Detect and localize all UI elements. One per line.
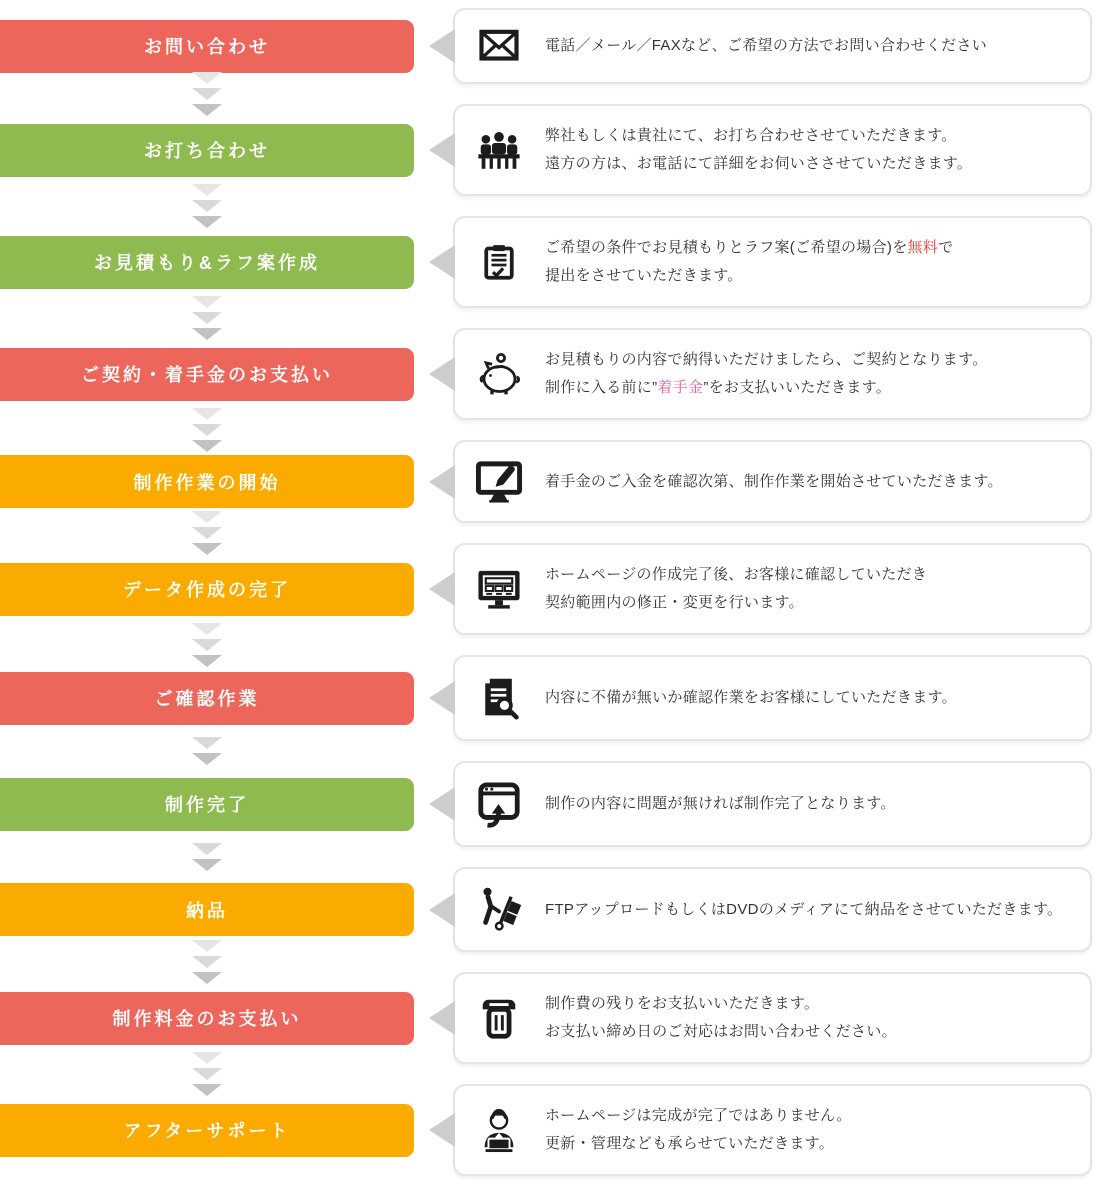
down-arrow-icon <box>192 440 222 452</box>
speech-bubble-tail-icon <box>429 681 455 715</box>
step-label: ご確認作業 <box>154 689 260 709</box>
step-description <box>545 122 972 178</box>
down-arrow-icon <box>192 184 222 196</box>
speech-bubble-tail-icon <box>429 29 455 63</box>
piggy-bank-icon <box>471 350 527 398</box>
down-arrow-icon <box>192 1068 222 1080</box>
workflow-step-contract <box>0 328 1092 420</box>
description-line: 制作の内容に問題が無ければ制作完了となります。 <box>545 795 896 812</box>
flow-down-arrows <box>0 196 1092 216</box>
chevron-down-icon <box>192 184 222 228</box>
step-bar-meeting <box>0 124 414 177</box>
chevron-down-icon <box>192 843 222 871</box>
down-arrow-icon <box>192 527 222 539</box>
highlighted-text: 無料 <box>907 239 939 256</box>
step-detail-box <box>453 8 1092 84</box>
workflow-step-production-start <box>0 440 1092 523</box>
down-arrow-icon <box>192 972 222 984</box>
speech-bubble-tail-icon <box>429 893 455 927</box>
step-bar-column <box>0 20 414 73</box>
down-arrow-icon <box>192 956 222 968</box>
down-arrow-icon <box>192 296 222 308</box>
step-bar-column <box>0 348 414 401</box>
step-detail-box <box>453 543 1092 635</box>
step-detail-box <box>453 761 1092 847</box>
description-line: ホームページの作成完了後、お客様に確認していただき <box>545 566 928 583</box>
step-bar-column <box>0 563 414 616</box>
step-description <box>545 346 988 402</box>
step-detail-column <box>453 104 1092 196</box>
down-arrow-icon <box>192 511 222 523</box>
step-description <box>545 1102 852 1158</box>
step-description <box>545 790 896 818</box>
chevron-down-icon <box>192 623 222 667</box>
speech-bubble-tail-icon <box>429 465 455 499</box>
atm-icon <box>471 993 527 1043</box>
step-label: 納品 <box>186 900 228 921</box>
speech-bubble-tail-icon <box>429 357 455 391</box>
down-arrow-icon <box>192 655 222 667</box>
chevron-down-icon <box>192 296 222 340</box>
down-arrow-icon <box>192 623 222 635</box>
upload-window-icon <box>471 779 527 829</box>
step-label: お打ち合わせ <box>144 141 270 161</box>
step-bar-column <box>0 236 414 289</box>
description-line: お見積もりの内容で納得いただけましたら、ご契約となります。 <box>545 351 988 368</box>
step-bar-confirmation <box>0 672 414 725</box>
chevron-down-icon <box>192 1052 222 1096</box>
down-arrow-icon <box>192 104 222 116</box>
step-description <box>545 234 953 290</box>
description-line: 弊社もしくは貴社にて、お打ち合わせさせていただきます。 <box>545 127 957 144</box>
flow-down-arrows <box>0 635 1092 655</box>
step-bar-delivery <box>0 883 414 936</box>
step-label: アフターサポート <box>123 1121 291 1141</box>
step-bar-production-start <box>0 455 414 508</box>
step-detail-column <box>453 655 1092 741</box>
flow-down-arrows <box>0 1064 1092 1084</box>
workflow-step-delivery <box>0 867 1092 952</box>
down-arrow-icon <box>192 88 222 100</box>
description-line: ホームページは完成が完了ではありません。 <box>545 1107 852 1124</box>
step-detail-column <box>453 328 1092 420</box>
speech-bubble-tail-icon <box>429 245 455 279</box>
step-bar-contract <box>0 348 414 401</box>
step-label: ご契約・着手金のお支払い <box>81 365 333 385</box>
mail-icon <box>471 26 527 66</box>
speech-bubble-tail-icon <box>429 1113 455 1147</box>
step-detail-column <box>453 972 1092 1064</box>
description-line: 更新・管理なども承らせていただきます。 <box>545 1135 835 1152</box>
step-detail-column <box>453 440 1092 523</box>
speech-bubble-tail-icon <box>429 1001 455 1035</box>
step-bar-contact <box>0 20 414 73</box>
workflow-step-contact <box>0 8 1092 84</box>
step-detail-column <box>453 1084 1092 1176</box>
description-line: ご希望の条件でお見積もりとラフ案(ご希望の場合)を無料で <box>545 239 954 256</box>
webpage-monitor-icon <box>471 566 527 613</box>
chevron-down-icon <box>192 737 222 765</box>
delivery-icon <box>471 885 527 934</box>
flow-down-arrows <box>0 84 1092 104</box>
clipboard-icon <box>471 236 527 288</box>
workflow-step-estimate <box>0 216 1092 308</box>
step-detail-box <box>453 972 1092 1064</box>
description-line: 提出をさせていただきます。 <box>545 267 743 284</box>
down-arrow-icon <box>192 424 222 436</box>
flow-down-arrows <box>0 952 1092 972</box>
speech-bubble-tail-icon <box>429 787 455 821</box>
step-label: お問い合わせ <box>144 37 270 57</box>
step-description <box>545 990 897 1046</box>
step-bar-after-support <box>0 1104 414 1157</box>
step-detail-box <box>453 328 1092 420</box>
down-arrow-icon <box>192 72 222 84</box>
step-detail-box <box>453 867 1092 952</box>
step-detail-column <box>453 8 1092 84</box>
description-line: 遠方の方は、お電話にて詳細をお伺いささせていただきます。 <box>545 155 973 172</box>
step-description <box>545 896 1062 924</box>
description-line: 制作に入る前に”着手金”をお支払いいただきます。 <box>545 379 892 396</box>
description-line: 電話／メール／FAXなど、ご希望の方法でお問い合わせください <box>545 37 988 54</box>
step-description <box>545 684 957 712</box>
step-description <box>545 468 1003 496</box>
description-line: 契約範囲内の修正・変更を行います。 <box>545 594 804 611</box>
step-bar-column <box>0 1104 414 1157</box>
workflow-step-meeting <box>0 104 1092 196</box>
chevron-down-icon <box>192 408 222 452</box>
down-arrow-icon <box>192 408 222 420</box>
down-arrow-icon <box>192 216 222 228</box>
step-label: 制作完了 <box>165 795 249 815</box>
step-bar-column <box>0 778 414 831</box>
speech-bubble-tail-icon <box>429 133 455 167</box>
down-arrow-icon <box>192 312 222 324</box>
step-detail-box <box>453 104 1092 196</box>
step-label: データ作成の完了 <box>123 580 291 600</box>
step-detail-box <box>453 1084 1092 1176</box>
description-line: 着手金のご入金を確認次第、制作作業を開始させていただきます。 <box>545 472 1003 490</box>
flow-down-arrows <box>0 523 1092 543</box>
description-line: 制作費の残りをお支払いいただきます。 <box>545 995 820 1012</box>
step-bar-column <box>0 992 414 1045</box>
step-detail-box <box>453 440 1092 523</box>
highlighted-text: 着手金 <box>657 379 704 396</box>
support-person-icon <box>471 1106 527 1154</box>
step-bar-column <box>0 672 414 725</box>
step-label: お見積もり&ラフ案作成 <box>94 253 320 273</box>
workflow-step-confirmation <box>0 655 1092 741</box>
down-arrow-icon <box>192 543 222 555</box>
step-label: 制作料金のお支払い <box>112 1009 302 1029</box>
flow-down-arrows <box>0 420 1092 440</box>
down-arrow-icon <box>192 753 222 765</box>
workflow-step-production-complete <box>0 761 1092 847</box>
description-line: 内容に不備が無いか確認作業をお客様にしていただきます。 <box>545 689 957 706</box>
workflow-step-payment <box>0 972 1092 1064</box>
workflow-step-data-complete <box>0 543 1092 635</box>
step-detail-box <box>453 216 1092 308</box>
chevron-down-icon <box>192 511 222 555</box>
flow-down-arrows <box>0 308 1092 328</box>
down-arrow-icon <box>192 200 222 212</box>
description-line: お支払い締め日のご対応はお問い合わせください。 <box>545 1023 897 1040</box>
down-arrow-icon <box>192 859 222 871</box>
step-bar-column <box>0 883 414 936</box>
down-arrow-icon <box>192 639 222 651</box>
step-detail-column <box>453 216 1092 308</box>
down-arrow-icon <box>192 940 222 952</box>
description-line: FTPアップロードもしくはDVDのメディアにて納品をさせていただきます。 <box>545 900 1063 918</box>
meeting-icon <box>471 128 527 173</box>
flow-down-arrows <box>0 741 1092 761</box>
step-bar-data-complete <box>0 563 414 616</box>
step-bar-production-complete <box>0 778 414 831</box>
step-bar-payment <box>0 992 414 1045</box>
step-detail-column <box>453 761 1092 847</box>
down-arrow-icon <box>192 328 222 340</box>
step-detail-column <box>453 867 1092 952</box>
step-detail-column <box>453 543 1092 635</box>
step-label: 制作作業の開始 <box>133 472 281 493</box>
step-bar-column <box>0 455 414 508</box>
step-description <box>545 32 987 60</box>
speech-bubble-tail-icon <box>429 572 455 606</box>
chevron-down-icon <box>192 72 222 116</box>
flow-down-arrows <box>0 847 1092 867</box>
down-arrow-icon <box>192 843 222 855</box>
workflow-step-after-support <box>0 1084 1092 1176</box>
document-search-icon <box>471 673 527 723</box>
chevron-down-icon <box>192 940 222 984</box>
down-arrow-icon <box>192 737 222 749</box>
step-bar-estimate <box>0 236 414 289</box>
down-arrow-icon <box>192 1052 222 1064</box>
step-detail-box <box>453 655 1092 741</box>
step-description <box>545 561 927 617</box>
design-monitor-icon <box>471 458 527 505</box>
down-arrow-icon <box>192 1084 222 1096</box>
step-bar-column <box>0 124 414 177</box>
